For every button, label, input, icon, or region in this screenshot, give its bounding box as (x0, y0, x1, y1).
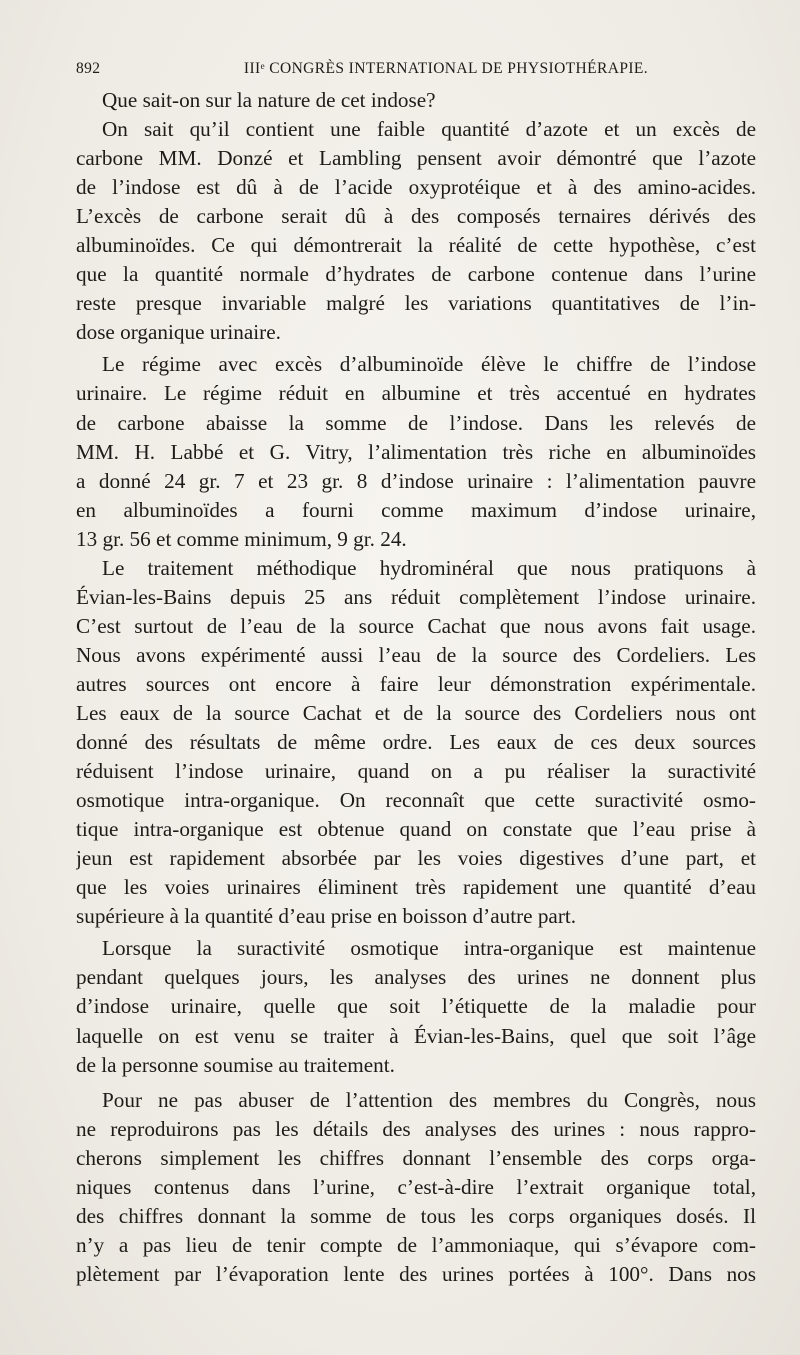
text-line: carbone MM. Donzé et Lambling pensent avoir démontré que l’azote (76, 146, 756, 171)
text-line: tique intra-organique est obtenue quand on constate que l’eau prise à (76, 817, 756, 842)
text-line: a donné 24 gr. 7 et 23 gr. 8 d’indose urinaire : l’alimentation pauvre (76, 468, 756, 493)
running-head (76, 56, 756, 86)
text-line: pendant quelques jours, les analyses des urines ne donnent plus (76, 965, 756, 990)
text-line: Que sait-on sur la nature de cet indose? (102, 88, 436, 112)
text-line: de carbone abaisse la somme de l’indose. Dans les relevés de (76, 410, 756, 435)
text-line: albuminoïdes. Ce qui démontrerait la réalité de cette hypothèse, c’est (76, 233, 756, 258)
text-line: niques contenus dans l’urine, c’est-à-dire l’extrait organique total, (76, 1174, 756, 1199)
paragraph (76, 350, 756, 553)
text-line: donné des résultats de même ordre. Les eaux de ces deux sources (76, 730, 756, 755)
text-line: cherons simplement les chiffres donnant l’ensemble des corps orga- (76, 1145, 756, 1170)
text-line: osmotique intra-organique. On reconnaît que cette suractivité osmo- (76, 788, 756, 813)
text-line: que la quantité normale d’hydrates de carbone contenue dans l’urine (76, 262, 756, 287)
text-line: autres sources ont encore à faire leur démonstration expérimentale. (76, 671, 756, 696)
body-text (76, 86, 756, 1289)
text-line: jeun est rapidement absorbée par les voies digestives d’une part, et (76, 846, 756, 871)
text-line: On sait qu’il contient une faible quantité d’azote et un excès de (102, 117, 756, 142)
text-line: Nous avons expérimenté aussi l’eau de la source des Cordeliers. Les (76, 642, 756, 667)
text-line: reste presque invariable malgré les variations quantitatives de l’in- (76, 291, 756, 316)
text-line: urinaire. Le régime réduit en albumine et très accentué en hydrates (76, 381, 756, 406)
paragraph (76, 86, 756, 115)
text-line: C’est surtout de l’eau de la source Cachat que nous avons fait usage. (76, 613, 756, 638)
text-line: Évian-les-Bains depuis 25 ans réduit complètement l’indose urinaire. (76, 584, 756, 609)
running-title: IIIᵉ CONGRÈS INTERNATIONAL DE PHYSIOTHÉRAPIE. (243, 60, 649, 77)
text-line: des chiffres donnant la somme de tous les corps organiques dosés. Il (76, 1203, 756, 1228)
text-line: de l’indose est dû à de l’acide oxyprotéique et à des amino-acides. (76, 175, 756, 200)
text-line: laquelle on est venu se traiter à Évian-les-Bains, quel que soit l’âge (76, 1023, 756, 1048)
text-line: MM. H. Labbé et G. Vitry, l’alimentation très riche en albuminoïdes (76, 439, 756, 464)
text-line: dose organique urinaire. (76, 320, 281, 345)
text-line: que les voies urinaires éliminent très rapidement une quantité d’eau (76, 875, 756, 900)
text-line: Les eaux de la source Cachat et de la source des Cordeliers nous ont (76, 700, 756, 725)
text-line: supérieure à la quantité d’eau prise en boisson d’autre part. (76, 904, 577, 929)
text-line: d’indose urinaire, quelle que soit l’étiquette de la maladie pour (76, 994, 756, 1019)
paragraph (76, 1086, 756, 1289)
text-line: 13 gr. 56 et comme minimum, 9 gr. 24. (76, 526, 407, 551)
text-line: ne reproduirons pas les détails des analyses des urines : nous rappro- (76, 1116, 756, 1141)
page-number: 892 (76, 60, 101, 77)
text-line: L’excès de carbone serait dû à des composés ternaires dérivés des (76, 204, 756, 229)
text-line: réduisent l’indose urinaire, quand on a pu réaliser la suractivité (76, 759, 756, 784)
text-line: Pour ne pas abuser de l’attention des membres du Congrès, nous (102, 1087, 756, 1112)
paragraph (76, 934, 756, 1079)
text-line: en albuminoïdes a fourni comme maximum d’indose urinaire, (76, 497, 756, 522)
text-line: de la personne soumise au traitement. (76, 1052, 395, 1077)
text-line: n’y a pas lieu de tenir compte de l’ammoniaque, qui s’évapore com- (76, 1232, 756, 1257)
text-line: Le régime avec excès d’albuminoïde élève le chiffre de l’indose (102, 352, 756, 377)
text-line: plètement par l’évaporation lente des urines portées à 100°. Dans nos (76, 1261, 756, 1286)
paragraph (76, 115, 756, 347)
paragraph (76, 554, 756, 932)
text-line: Le traitement méthodique hydrominéral que nous pratiquons à (102, 555, 756, 580)
text-line: Lorsque la suractivité osmotique intra-organique est maintenue (102, 936, 756, 961)
